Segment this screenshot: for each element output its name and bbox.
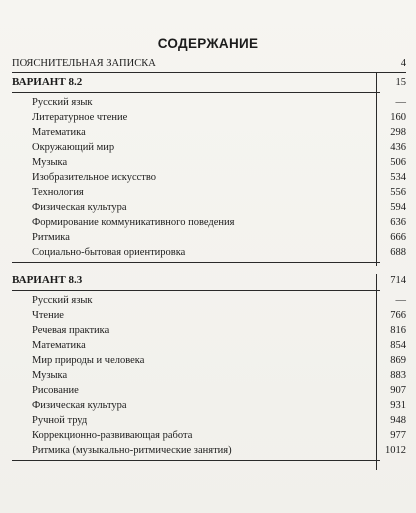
toc-item	[12, 185, 406, 200]
toc-item	[12, 95, 406, 110]
toc-item-label: Математика	[32, 127, 86, 138]
toc-item-label: Социально-бытовая ориентировка	[32, 247, 186, 258]
toc-item	[12, 443, 406, 458]
toc-item-label: Формирование коммуникативного поведения	[32, 217, 235, 228]
toc-item-label: Ритмика (музыкально-ритмические занятия)	[32, 445, 232, 456]
toc-item-page: 766	[390, 310, 406, 321]
toc-item-label: Чтение	[32, 310, 64, 321]
toc-section-page: 15	[395, 77, 406, 88]
column-separator	[376, 274, 377, 470]
toc-item-page: 556	[390, 187, 406, 198]
toc-item-page: 688	[390, 247, 406, 258]
toc-item-label: Литературное чтение	[32, 112, 128, 123]
toc-item-page: 977	[390, 430, 406, 441]
toc-section-label: ВАРИАНТ 8.3	[12, 274, 83, 286]
toc-section-page: 714	[390, 275, 406, 286]
toc-item-label: Мир природы и человека	[32, 355, 145, 366]
toc-item-label: Русский язык	[32, 97, 93, 108]
toc-item-page: 816	[390, 325, 406, 336]
toc-item-label: Физическая культура	[32, 400, 127, 411]
toc-item-label: Окружающий мир	[32, 142, 115, 153]
toc-item-page: 666	[390, 232, 406, 243]
toc-item-page: 506	[390, 157, 406, 168]
toc-item-page: 1012	[385, 445, 406, 456]
toc-item-label: Технология	[32, 187, 84, 198]
divider	[12, 460, 380, 461]
toc-list-variant-8-3	[12, 291, 406, 458]
toc-item-page: 160	[390, 112, 406, 123]
toc-item-label: Музыка	[32, 157, 68, 168]
toc-item	[12, 428, 406, 443]
toc-item	[12, 383, 406, 398]
toc-item	[12, 293, 406, 308]
toc-item-page: 298	[390, 127, 406, 138]
toc-item	[12, 200, 406, 215]
toc-item-page: 907	[390, 385, 406, 396]
toc-item	[12, 308, 406, 323]
toc-item-page: 594	[390, 202, 406, 213]
toc-item-label: Математика	[32, 340, 86, 351]
toc-item	[12, 368, 406, 383]
toc-item	[12, 155, 406, 170]
toc-item-label: Ритмика	[32, 232, 70, 243]
toc-item	[12, 110, 406, 125]
toc-item-label: Ручной труд	[32, 415, 88, 426]
toc-item-page: 931	[390, 400, 406, 411]
toc-item-label: Русский язык	[32, 295, 93, 306]
toc-item-label: Рисование	[32, 385, 79, 396]
toc-item-label: Музыка	[32, 370, 68, 381]
toc-item-page: —	[395, 97, 406, 108]
toc-item-page: 869	[390, 355, 406, 366]
toc-list-variant-8-2	[12, 93, 406, 260]
toc-item	[12, 323, 406, 338]
toc-item-label: Физическая культура	[32, 202, 127, 213]
toc-item	[12, 170, 406, 185]
toc-item-page: 883	[390, 370, 406, 381]
toc-entry-label: ПОЯСНИТЕЛЬНАЯ ЗАПИСКА	[12, 58, 156, 69]
toc-item	[12, 338, 406, 353]
toc-item-page: —	[395, 295, 406, 306]
toc-item	[12, 140, 406, 155]
toc-section-variant-8-3	[12, 271, 406, 290]
toc-item-label: Речевая практика	[32, 325, 110, 336]
toc-item-label: Коррекционно-развивающая работа	[32, 430, 193, 441]
toc-entry-intro	[12, 56, 406, 72]
toc-section-label: ВАРИАНТ 8.2	[12, 76, 83, 88]
toc-item-page: 636	[390, 217, 406, 228]
toc-item-page: 436	[390, 142, 406, 153]
toc-item-page: 854	[390, 340, 406, 351]
toc-item	[12, 230, 406, 245]
toc-item-page: 948	[390, 415, 406, 426]
table-of-contents	[12, 56, 406, 461]
toc-section-variant-8-2	[12, 73, 406, 92]
toc-item	[12, 245, 406, 260]
toc-item	[12, 215, 406, 230]
toc-item	[12, 398, 406, 413]
section-gap	[12, 263, 406, 271]
toc-item	[12, 353, 406, 368]
toc-item	[12, 125, 406, 140]
toc-item-page: 534	[390, 172, 406, 183]
toc-item-label: Изобразительное искусство	[32, 172, 157, 183]
toc-item	[12, 413, 406, 428]
column-separator	[376, 73, 377, 266]
toc-entry-page: 4	[400, 58, 406, 69]
page-title: СОДЕРЖАНИЕ	[157, 36, 259, 51]
